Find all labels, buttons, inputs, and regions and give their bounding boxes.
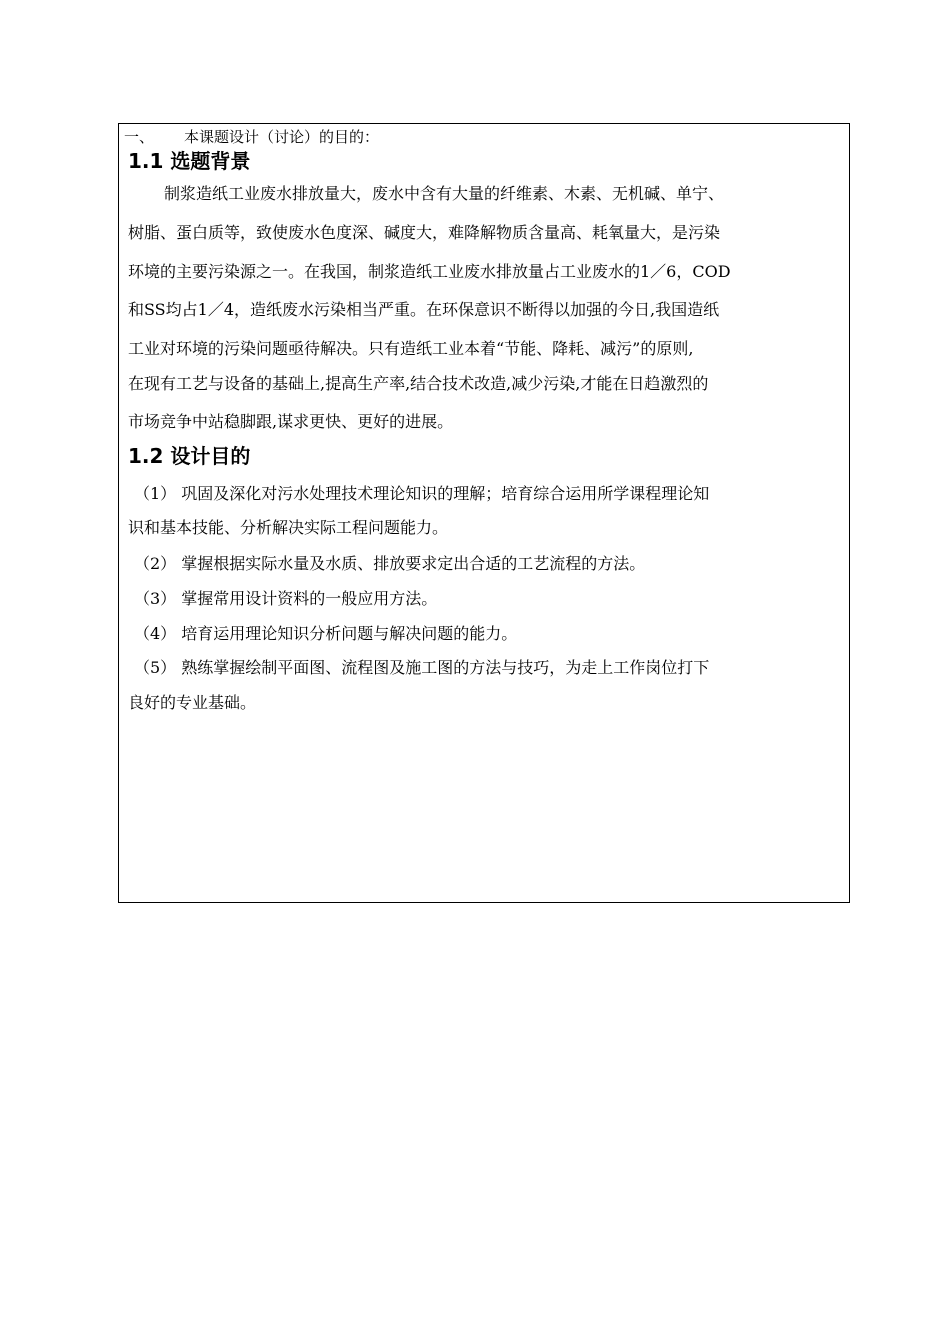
objective-item-line: （4） 培育运用理论知识分析问题与解决问题的能力。 [134,624,518,643]
background-paragraph-line: 在现有工艺与设备的基础上,提高生产率,结合技术改造,减少污染,才能在日趋激烈的 [128,374,709,393]
background-paragraph-line: 环境的主要污染源之一。在我国，制浆造纸工业废水排放量占工业废水的1／6，COD [128,262,731,281]
background-paragraph-line: 工业对环境的污染问题亟待解决。只有造纸工业本着“节能、降耗、减污”的原则, [128,339,694,358]
background-title: 1.1 选题背景 [128,149,251,173]
objective-item-line: （3） 掌握常用设计资料的一般应用方法。 [134,589,438,608]
section-number: 一、 [124,128,155,146]
background-paragraph-line: 和SS均占1／4，造纸废水污染相当严重。在环保意识不断得以加强的今日,我国造纸 [128,300,720,319]
section-heading [124,127,379,147]
objective-item-line: 良好的专业基础。 [128,693,257,712]
objective-item-line: （2） 掌握根据实际水量及水质、排放要求定出合适的工艺流程的方法。 [134,554,646,573]
objective-item-line: （5） 熟练掌握绘制平面图、流程图及施工图的方法与技巧，为走上工作岗位打下 [134,658,710,677]
background-paragraph-line: 树脂、蛋白质等，致使废水色度深、碱度大，难降解物质含量高、耗氧量大，是污染 [128,223,721,242]
background-paragraph-line: 市场竞争中站稳脚跟,谋求更快、更好的进展。 [128,412,454,431]
objective-item-line: （1） 巩固及深化对污水处理技术理论知识的理解；培育综合运用所学课程理论知 [134,484,710,503]
section-title: 本课题设计（讨论）的目的： [184,128,380,146]
background-paragraph-line: 制浆造纸工业废水排放量大，废水中含有大量的纤维素、木素、无机碱、单宁、 [164,184,725,203]
objectives-title: 1.2 设计目的 [128,444,251,468]
objective-item-line: 识和基本技能、分析解决实际工程问题能力。 [128,518,449,537]
